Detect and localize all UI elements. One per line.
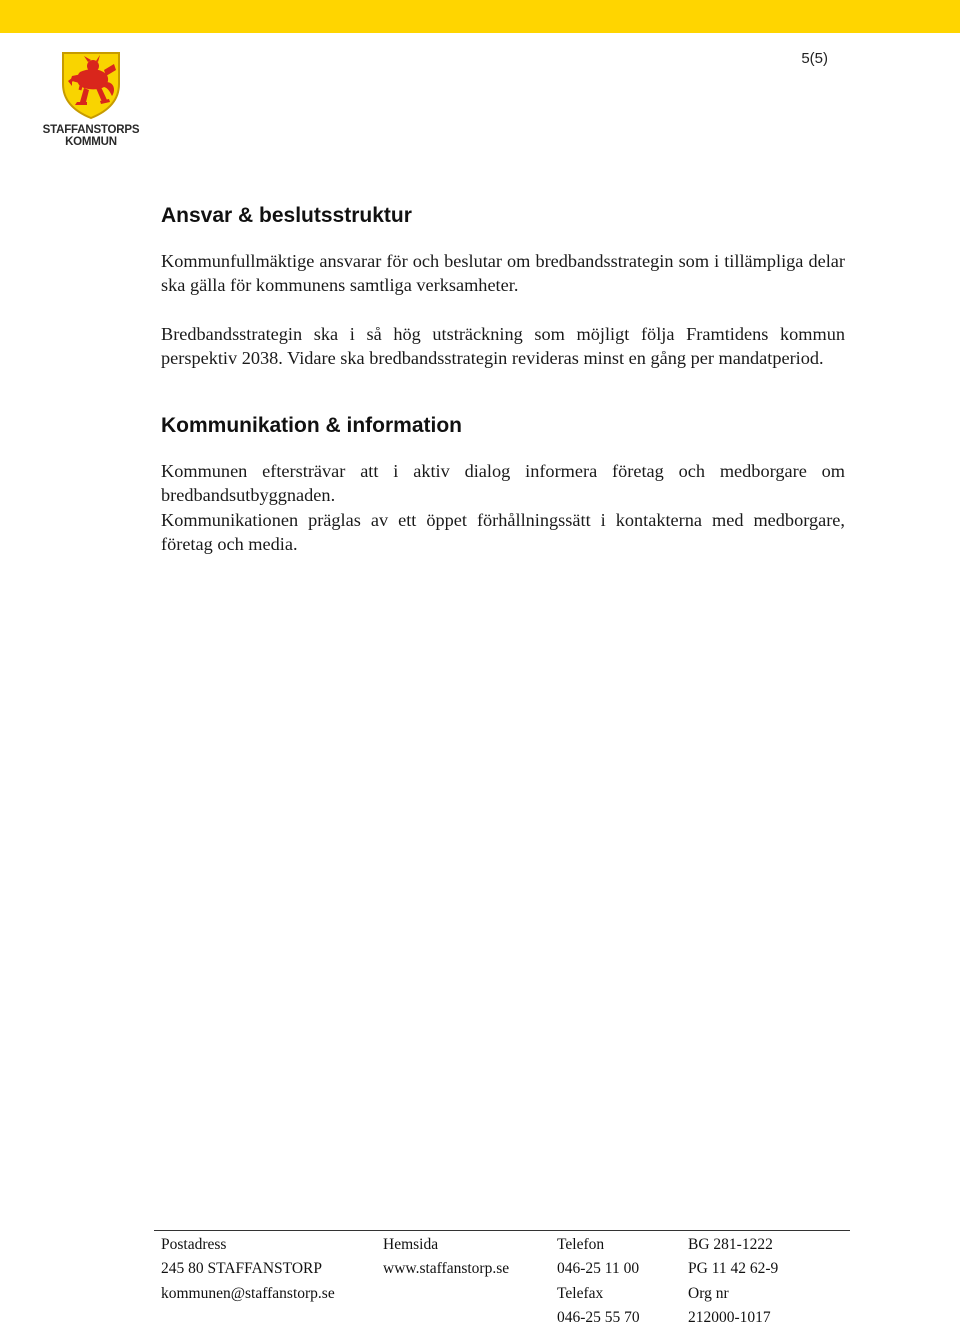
footer-label: Hemsida bbox=[383, 1236, 439, 1253]
footer-value: 245 80 STAFFANSTORP bbox=[161, 1260, 322, 1278]
lion-shield-icon bbox=[60, 50, 122, 120]
footer-website-column bbox=[383, 1233, 509, 1282]
section-heading-responsibility: Ansvar & beslutsstruktur bbox=[161, 204, 412, 227]
document-body bbox=[161, 202, 845, 556]
paragraph: Bredbandsstrategin ska i så hög utsträckning som möjligt följa Framtidens kommun perspektiv 2038. Vidare ska bredbandsstrategin revideras minst en gång per mandatperiod. bbox=[161, 323, 845, 368]
footer-phone-column bbox=[557, 1233, 640, 1330]
footer-bank-column bbox=[688, 1233, 778, 1330]
footer-org-number: 212000-1017 bbox=[688, 1308, 771, 1326]
footer-phone: 046-25 11 00 bbox=[557, 1260, 640, 1278]
paragraph: Kommunfullmäktige ansvarar för och beslutar om bredbandsstrategin som i tillämpliga delar ska gälla för kommunens samtliga verksamheter. bbox=[161, 251, 845, 296]
page-number: 5(5) bbox=[801, 50, 828, 67]
logo-line-1: STAFFANSTORPS bbox=[42, 124, 140, 136]
footer-label: Telefon bbox=[557, 1236, 605, 1253]
footer-email: kommunen@staffanstorp.se bbox=[161, 1284, 335, 1302]
top-color-bar bbox=[0, 0, 960, 33]
footer-label: Org nr bbox=[688, 1284, 729, 1302]
footer-label: Postadress bbox=[161, 1236, 227, 1253]
paragraph: Kommunikationen präglas av ett öppet förhållningssätt i kontakterna med medborgare, företag och media. bbox=[161, 509, 845, 555]
footer-address-column bbox=[161, 1233, 335, 1306]
footer-website: www.staffanstorp.se bbox=[383, 1260, 510, 1278]
footer-bankgiro: BG 281-1222 bbox=[688, 1236, 773, 1253]
footer-fax: 046-25 55 70 bbox=[557, 1308, 640, 1326]
footer-divider bbox=[154, 1230, 850, 1231]
municipality-logo bbox=[40, 50, 142, 148]
paragraph: Kommunen eftersträvar att i aktiv dialog informera företag och medborgare om bredbandsutbyggnaden. bbox=[161, 461, 845, 506]
section-heading-communication: Kommunikation & information bbox=[161, 414, 462, 438]
logo-line-2: KOMMUN bbox=[65, 136, 117, 148]
footer-label: Telefax bbox=[557, 1284, 604, 1302]
footer-plusgiro: PG 11 42 62-9 bbox=[688, 1260, 779, 1278]
logo-text bbox=[40, 124, 142, 148]
